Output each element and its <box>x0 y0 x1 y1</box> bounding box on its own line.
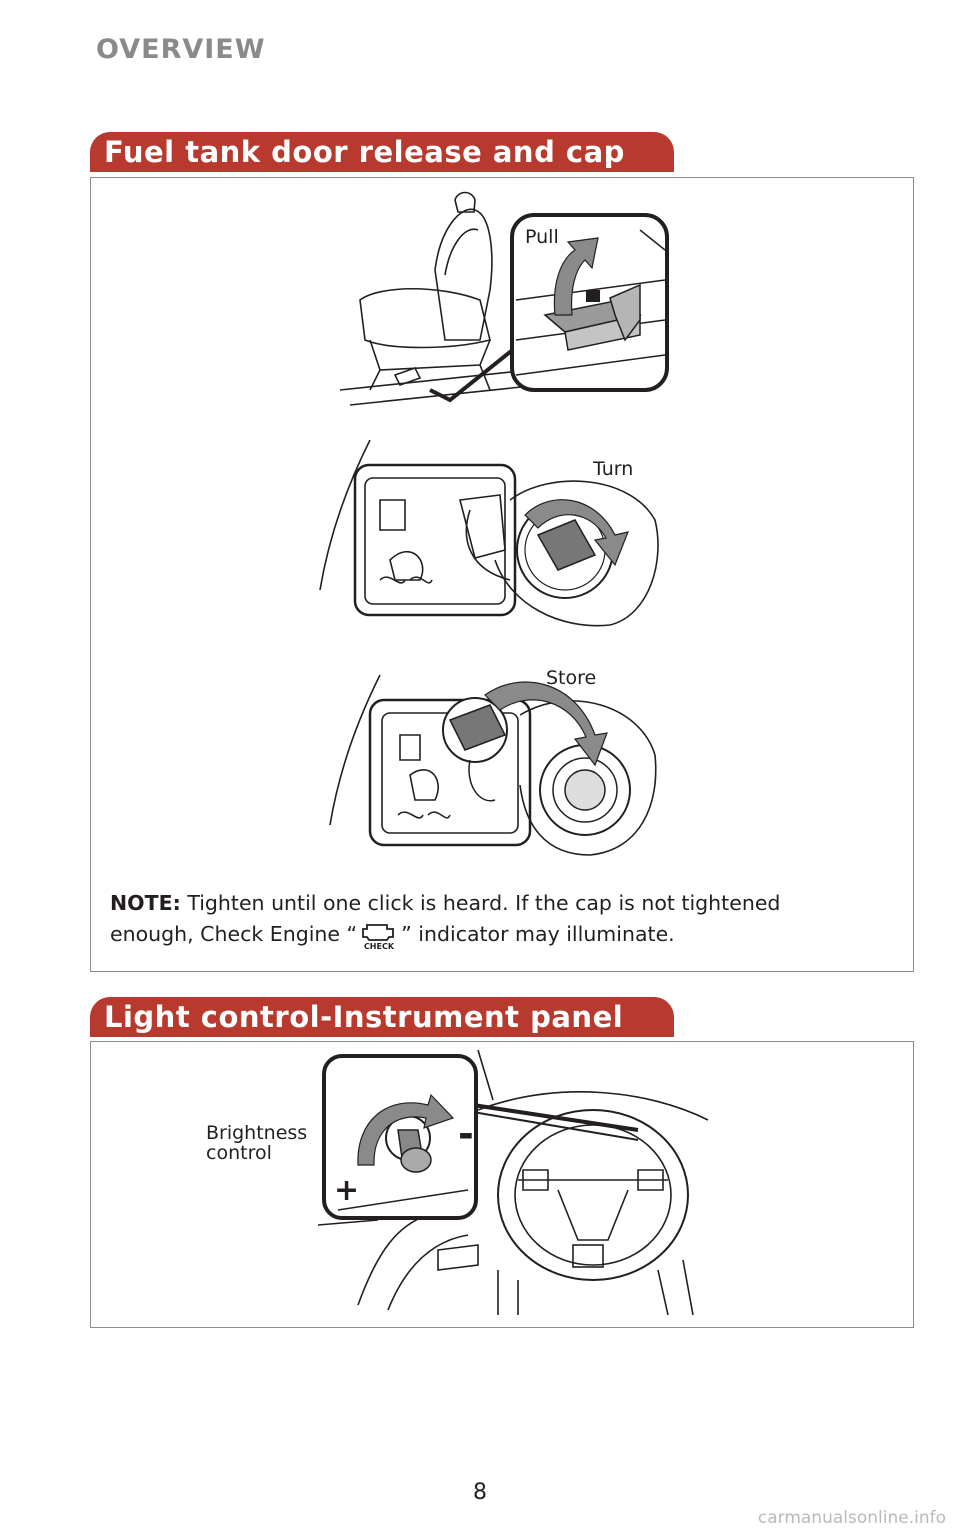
note-line2-before: enough, Check Engine “ <box>110 922 358 946</box>
note-prefix: NOTE: <box>110 891 181 915</box>
watermark: carmanualsonline.info <box>757 1508 946 1528</box>
fuel-cap-store-illustration <box>320 665 665 875</box>
store-label: Store <box>546 667 597 689</box>
light-section-title-tab <box>90 997 674 1037</box>
fuel-section-title-tab <box>90 132 674 172</box>
minus-sign: - <box>458 1112 474 1156</box>
pull-label: Pull <box>525 226 559 248</box>
page-header: OVERVIEW <box>96 34 266 65</box>
check-engine-icon <box>357 920 401 950</box>
plus-sign: + <box>334 1173 360 1208</box>
light-section-title: Light control-Instrument panel <box>104 1000 624 1034</box>
fuel-section-title: Fuel tank door release and cap <box>104 135 625 169</box>
fuel-door-release-illustration <box>340 190 680 415</box>
note-line2-after: ” indicator may illuminate. <box>401 922 675 946</box>
check-engine-icon-text: CHECK <box>364 942 395 950</box>
page-number: 8 <box>473 1480 487 1505</box>
note-line1: Tighten until one click is heard. If the cap is not tightened <box>187 891 781 915</box>
turn-label: Turn <box>593 458 634 480</box>
instrument-panel-illustration <box>318 1050 718 1318</box>
brightness-control-label: Brightness control <box>206 1122 308 1164</box>
fuel-note <box>110 888 900 950</box>
